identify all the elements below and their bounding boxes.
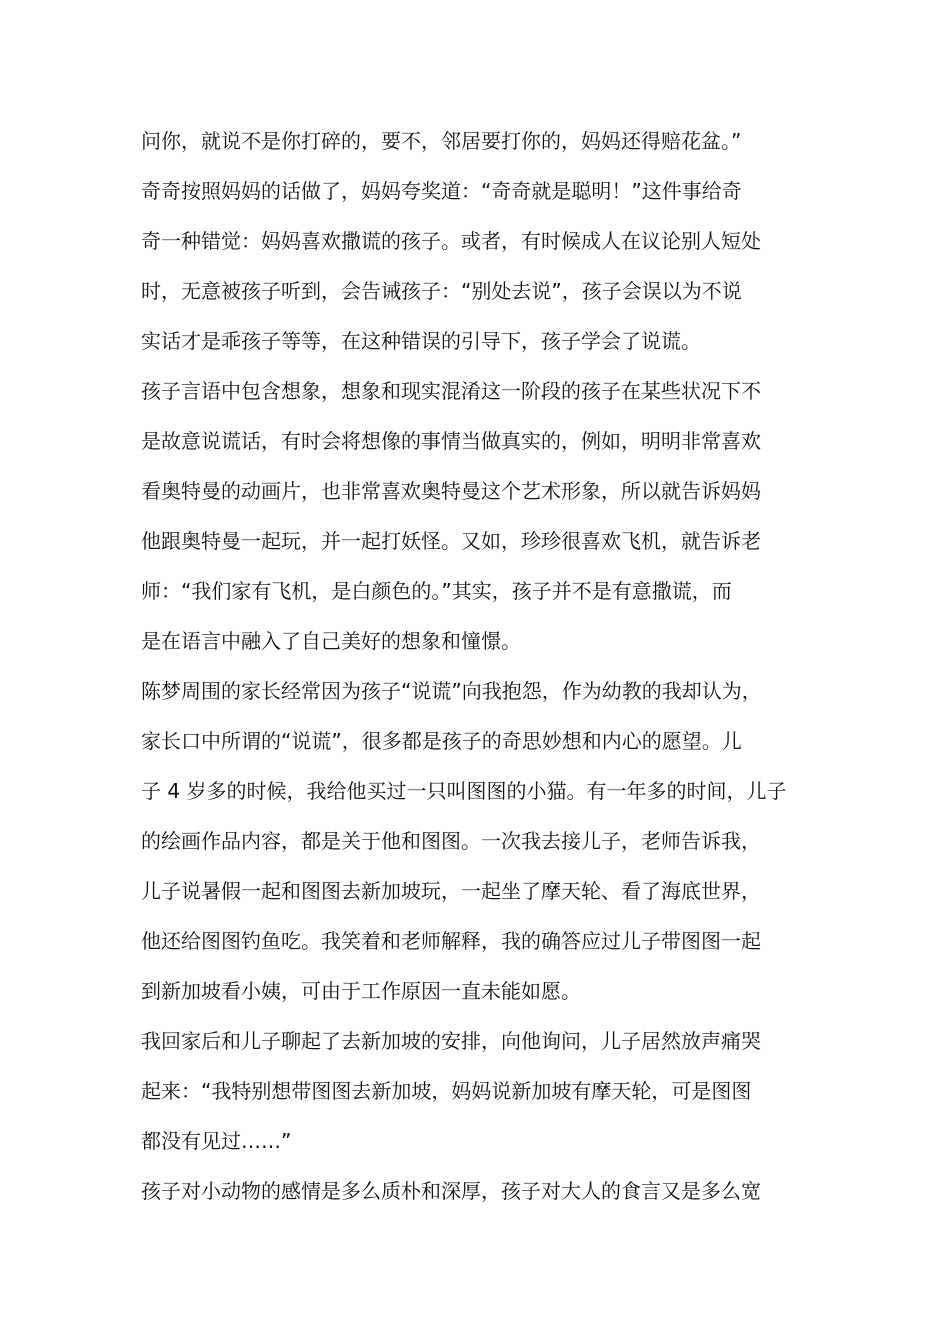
text-line: 时，无意被孩子听到，会告诫孩子：“别处去说”，孩子会误以为不说 bbox=[141, 279, 742, 303]
text-line: 孩子言语中包含想象，想象和现实混淆这一阶段的孩子在某些状况下不 bbox=[141, 379, 761, 403]
text-line: 孩子对小动物的感情是多么质朴和深厚，孩子对大人的食言又是多么宽 bbox=[141, 1179, 761, 1203]
text-line: 是在语言中融入了自己美好的想象和憧憬。 bbox=[141, 629, 521, 653]
text-line: 奇一种错觉：妈妈喜欢撒谎的孩子。或者，有时候成人在议论别人短处 bbox=[141, 229, 761, 253]
text-line: 到新加坡看小姨，可由于工作原因一直未能如愿。 bbox=[141, 979, 581, 1003]
text-line: 师：“我们家有飞机，是白颜色的。”其实，孩子并不是有意撒谎，而 bbox=[141, 579, 732, 603]
text-line: 陈梦周围的家长经常因为孩子“说谎”向我抱怨，作为幼教的我却认为， bbox=[141, 679, 762, 703]
text-line: 都没有见过……” bbox=[141, 1129, 292, 1153]
text-line: 是故意说谎话，有时会将想像的事情当做真实的，例如，明明非常喜欢 bbox=[141, 429, 761, 453]
text-line: 起来：“我特别想带图图去新加坡，妈妈说新加坡有摩天轮，可是图图 bbox=[141, 1079, 752, 1103]
text-line: 他还给图图钓鱼吃。我笑着和老师解释，我的确答应过儿子带图图一起 bbox=[141, 929, 761, 953]
text-line: 问你，就说不是你打碎的，要不，邻居要打你的，妈妈还得赔花盆。” bbox=[141, 129, 742, 153]
text-line: 我回家后和儿子聊起了去新加坡的安排，向他询问，儿子居然放声痛哭 bbox=[141, 1029, 761, 1053]
text-line: 子 4 岁多的时候，我给他买过一只叫图图的小猫。有一年多的时间，儿子 bbox=[141, 779, 787, 803]
text-line: 看奥特曼的动画片，也非常喜欢奥特曼这个艺术形象，所以就告诉妈妈 bbox=[141, 479, 761, 503]
text-line: 儿子说暑假一起和图图去新加坡玩，一起坐了摩天轮、看了海底世界， bbox=[141, 879, 761, 903]
text-line: 家长口中所谓的“说谎”，很多都是孩子的奇思妙想和内心的愿望。儿 bbox=[141, 729, 742, 753]
text-line: 的绘画作品内容，都是关于他和图图。一次我去接儿子，老师告诉我， bbox=[141, 829, 761, 853]
text-line: 他跟奥特曼一起玩，并一起打妖怪。又如，珍珍很喜欢飞机，就告诉老 bbox=[141, 529, 761, 553]
text-line: 奇奇按照妈妈的话做了，妈妈夸奖道：“奇奇就是聪明！”这件事给奇 bbox=[141, 179, 742, 203]
text-line: 实话才是乖孩子等等，在这种错误的引导下，孩子学会了说谎。 bbox=[141, 329, 701, 353]
body-text bbox=[141, 116, 831, 1216]
